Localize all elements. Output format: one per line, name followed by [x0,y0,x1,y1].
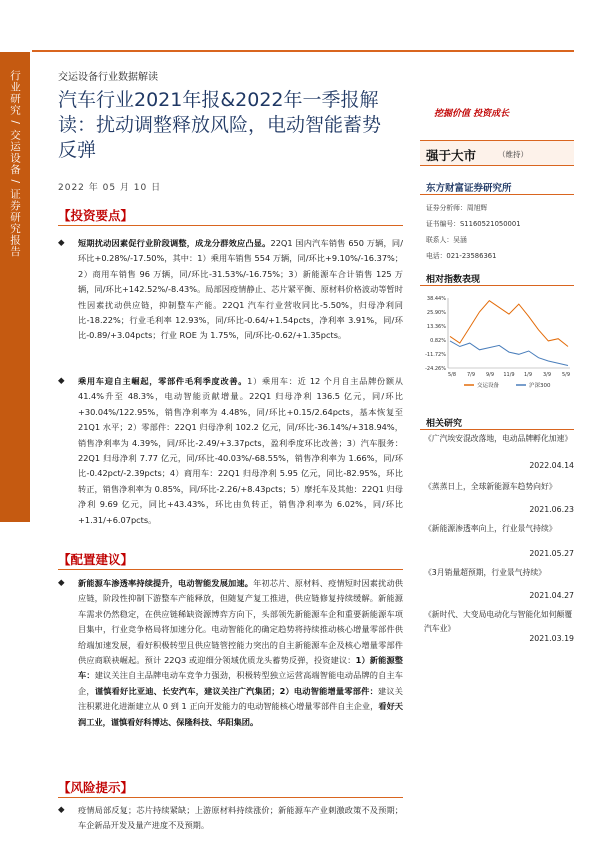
series-line-0 [450,301,568,347]
related-item-date: 2022.04.14 [529,461,574,470]
divider [420,194,574,195]
risk-text [58,803,403,834]
side-band-text: 行业研究 / 交运设备 / 证券研究报告 [9,70,21,258]
legend-label: 交运设备 [477,383,500,389]
suggestion-lead: 新能源车渗透率持续提升，电动智能发展加速。 [78,578,254,588]
point-2-lead: 乘用车迎自主崛起，零部件毛利季度改善。 [78,376,248,386]
diamond-bullet-icon: ◆ [58,805,65,815]
suggestion-bold-4: 看好天润工业，谨慎看好科博达、保隆科技、华阳集团。 [78,701,403,727]
suggestion-bold-2: 1）新能源整车： [78,655,403,681]
report-title: 汽车行业2021年报&2022年一季报解读：扰动调整释放风险，电动智能蓄势反弹 [58,89,382,161]
suggestion-text-3: 建议关注积累进化进渐建立从 0 到 1 正向开发能力的电动智能核心增量零部件自主企业， [78,685,403,712]
y-tick-label: 25.90% [426,310,446,316]
point-2 [58,374,403,528]
related-item-date: 2021.06.23 [529,505,574,514]
analyst-line: 证券分析师：周旭辉 [426,204,488,212]
rating-bar [420,140,574,166]
related-heading [420,414,574,430]
related-item-date: 2021.05.27 [529,549,574,558]
chart-heading [420,270,574,286]
institution-name: 东方财富证券研究所 [426,183,512,194]
section-title: 【投资要点】 [58,208,134,223]
analyst-line: 联系人：吴涵 [426,236,467,244]
section-title: 【风险提示】 [58,780,134,795]
related-item-date: 2021.04.27 [529,591,574,600]
point-1-text: 22Q1 国内汽车销售 650 万辆，同/环比+0.28%/-17.50%，其中：1）乘用车销售 554 万辆，同/环比+9.10%/-16.37%；2）商用车销售 96 万辆，同/环比-31.53%/-16.75%；3）新能源车合计销售 125 万辆，同/环比+142.52%/-8.43%。局部因疫情静止、芯片紧平衡、原材料价格波动等暂时性因素扰动供应链，抑制整车产能。22Q1 汽车行业营收同比-5.50%，归母净利同比-18.22%；行业毛利率 12.93%，同/环比-0.64/+1.54pcts，净利率 3.91%，同/环比-0.89/+3.04pcts；行业 ROE 为 1.75%，同/环比-0.62/+1.35pcts。 [78,238,403,341]
related-item-title[interactable]: 《新能源渗透率向上，行业景气持续》 [424,524,557,533]
report-date: 2022 年 05 月 10 日 [58,183,162,193]
point-2-text: 1）乘用车：近 12 个月自主品牌份额从 41.4%升至 48.3%，电动智能贡献增量。22Q1 归母净利 136.5 亿元，同/环比+30.04%/122.95%，销售净利率为 4.48%，同/环比+0.15/2.64pcts，基本恢复至 21Q1 水平；2）零部件：22Q1 归母净利 102.2 亿元，同/环比-36.14%/+318.94%，销售净利率为 4.39%，同/环比-2.49/+3.37pcts，盈利季度环比改善；3）汽车服务：22Q1 归母净利 7.77 亿元，同/环比-40.03%/-68.55%，销售净利率为 1.66%，同/环比-0.42pct/-2.39pcts；4）商用车：22Q1 归母净利 5.95 亿元，同比-82.95%，环比转正，销售净利率为 0.85%，同/环比-2.26/+8.43pcts；5）摩托车及其他：22Q1 归母净利 9.69 亿元，同比+43.43%，环比由负转正，销售净利率为 6.02%，同/环比+1.31/+6.07pcts。 [78,376,403,525]
suggestion-text: 年初芯片、原材料、疫情短时因素扰动供应链，阶段性抑制下游整车产能释放，但随复产复工推进，供应链修复持续缓解。新能源车需求仍然稳定，在供应链稀缺资源博弈方向下，头部领先新能源车企和重要新能源车项目集中，行业竞争格局将加速分化。电动智能化的确定趋势将持续推动核心增量零部件供给端加速发展，看好积极转型且供应链管控能力突出的自主新能源车企及核心增量零部件供应商联袂崛起。预计 22Q3 或迎细分领域优质龙头蓄势反弹，投资建议： [78,578,403,666]
rating-sub: （维持） [498,150,528,159]
suggestion-text-2: 建议关注自主品牌电动车竞争力强劲，积极转型独立运营高端智能电动品牌的自主车企， [78,670,403,696]
x-tick-label: 3/9 [542,372,552,378]
x-tick-label: 9/9 [485,372,495,378]
related-item-title[interactable]: 《广汽埃安混改落地，电动品牌孵化加速》 [424,434,573,443]
point-1-lead: 短期扰动因素促行业阶段调整，成龙分群效应凸显。 [78,238,271,248]
rating-main: 强于大市 [426,148,477,163]
analyst-line: 证书编号：S1160521050001 [426,220,521,228]
related-heading-text: 相关研究 [426,419,463,429]
point-1 [58,236,403,344]
section-title: 【配置建议】 [58,552,134,567]
y-tick-label: 38.44% [426,296,446,302]
diamond-bullet-icon: ◆ [58,238,65,248]
analyst-line: 电话：021-23586361 [426,252,497,260]
x-tick-label: 5/9 [561,372,571,378]
y-tick-label: 13.36% [426,324,446,330]
suggestion-bold-3: 谨慎看好比亚迪、长安汽车，建议关注广汽集团；2）电动智能增量零部件： [94,685,378,696]
related-item-title[interactable]: 《3月销量超预期，行业景气持续》 [424,568,546,577]
y-tick-label: 0.82% [430,338,446,344]
legend-label: 沪深300 [529,383,551,389]
y-tick-label: -24.26% [425,366,446,372]
slogan: 挖掘价值 投资成长 [434,109,510,119]
diamond-bullet-icon: ◆ [58,376,65,386]
section-allocation [58,550,403,570]
section-investment-points [58,206,403,226]
series-line-1 [450,341,568,366]
chart-heading-text: 相对指数表现 [426,275,481,285]
x-tick-label: 11/9 [503,372,515,378]
top-rule [32,50,574,52]
suggestion [58,576,403,730]
doc-type: 交运设备行业数据解读 [58,72,158,83]
x-tick-label: 1/9 [523,372,533,378]
related-item-title[interactable]: 《蒸蒸日上，全球新能源车趋势向好》 [424,482,557,491]
x-tick-label: 7/9 [466,372,476,378]
y-tick-label: -11.72% [425,352,446,358]
relative-index-chart [420,292,574,392]
x-tick-label: 5/8 [447,372,457,378]
related-item-date: 2021.03.19 [529,634,574,643]
related-item-title[interactable]: 《新时代、大变局电动化与智能化如何颠覆汽车业》 [424,610,573,633]
diamond-bullet-icon: ◆ [58,578,65,588]
section-risk [58,778,403,798]
risk-body: 疫情局部反复；芯片持续紧缺；上游原材料持续涨价；新能源车产业刺激政策不及预期；车企新品开发及量产进度不及预期。 [78,805,403,831]
